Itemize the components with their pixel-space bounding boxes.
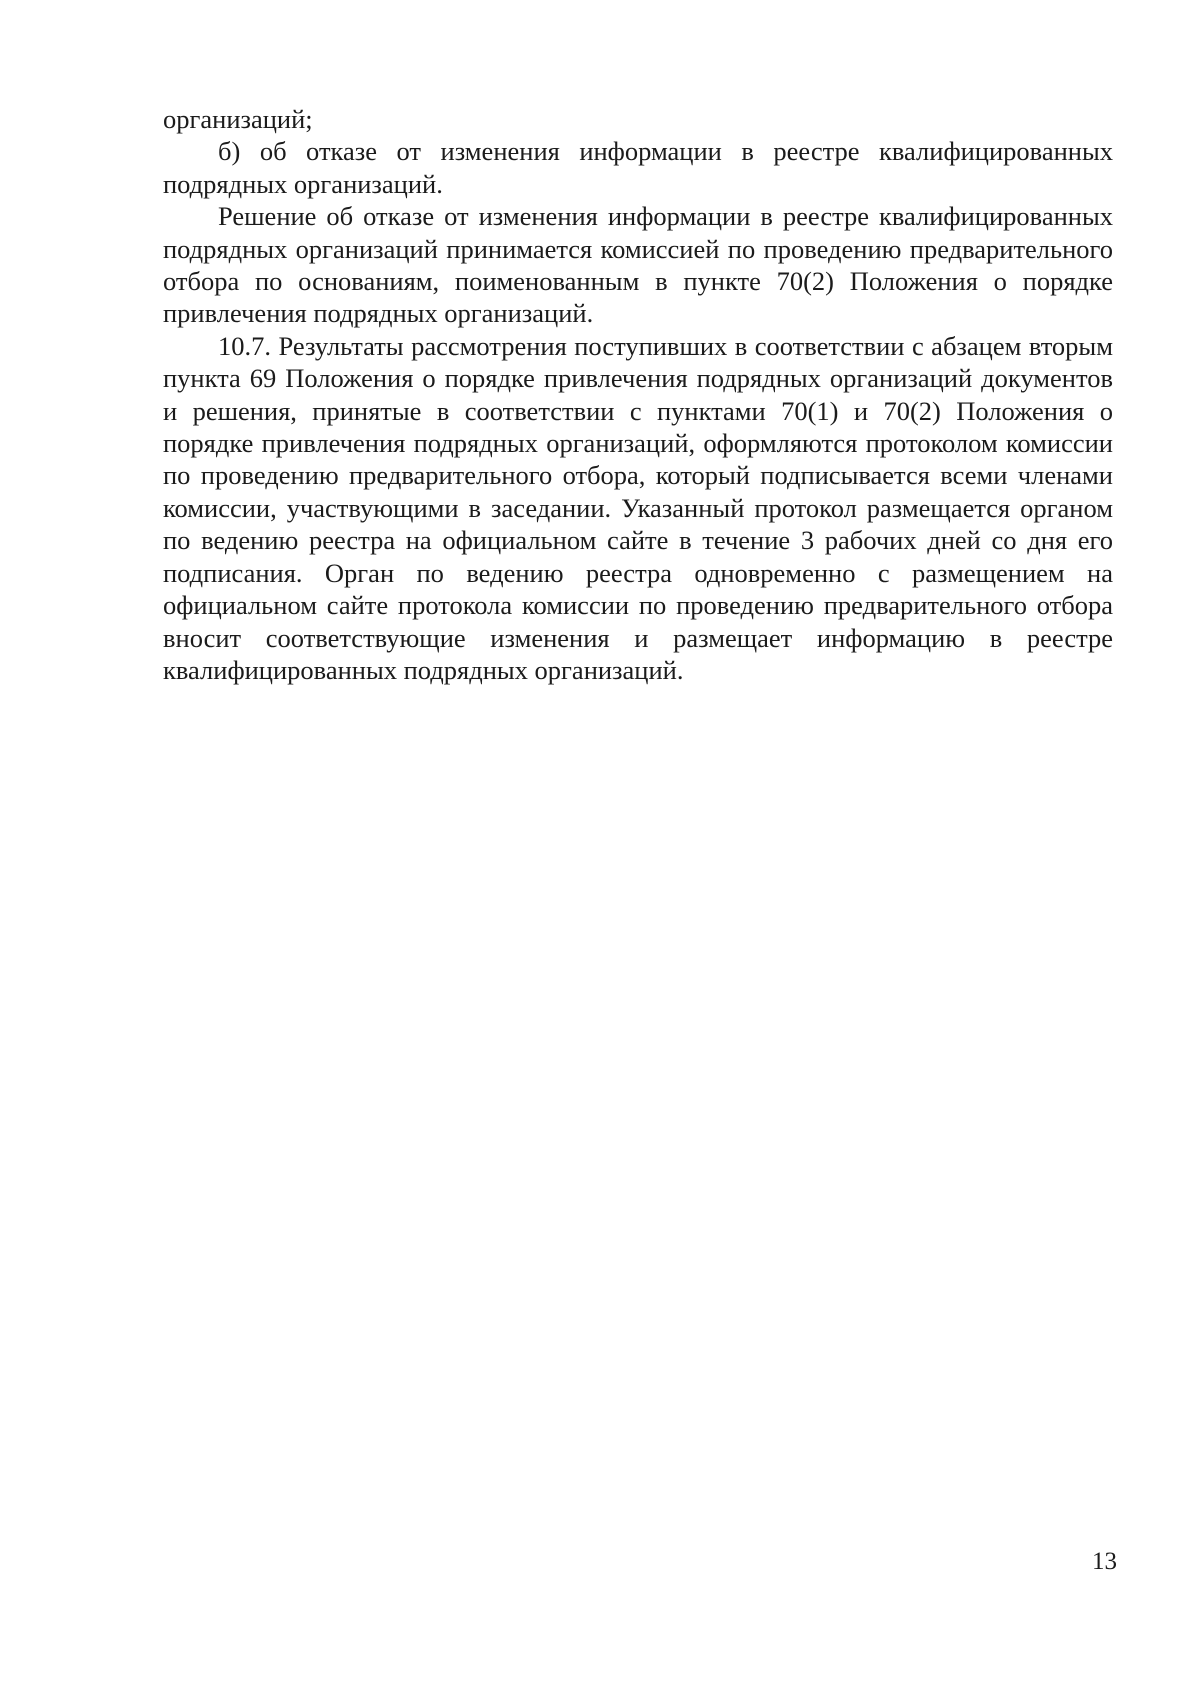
document-body [163, 103, 1113, 686]
paragraph-section-10-7: 10.7. Результаты рассмотрения поступивших в соответствии с абзацем вторым пункта 69 Положения о порядке привлечения подрядных организаций документов и решения, принятые в соответствии с пунктами 70(1) и 70(2) Положения о порядке привлечения подрядных организаций, оформляются протоколом комиссии по проведению предварительного отбора, который подписывается всеми членами комиссии, участвующими в заседании. Указанный протокол размещается органом по ведению реестра на официальном сайте в течение 3 рабочих дней со дня его подписания. Орган по ведению реестра одновременно с размещением на официальном сайте протокола комиссии по проведению предварительного отбора вносит соответствующие изменения и размещает информацию в реестре квалифицированных подрядных организаций. [163, 330, 1113, 685]
paragraph-refusal-decision: Решение об отказе от изменения информации в реестре квалифицированных подрядных организаций принимается комиссией по проведению предварительного отбора по основаниям, поименованным в пункте 70(2) Положения о порядке привлечения подрядных организаций. [163, 201, 1113, 329]
page-number: 13 [1092, 1548, 1117, 1575]
paragraph-item-b: б) об отказе от изменения информации в реестре квалифицированных подрядных организаций. [163, 136, 1113, 199]
paragraph-continuation: организаций; [163, 104, 313, 134]
